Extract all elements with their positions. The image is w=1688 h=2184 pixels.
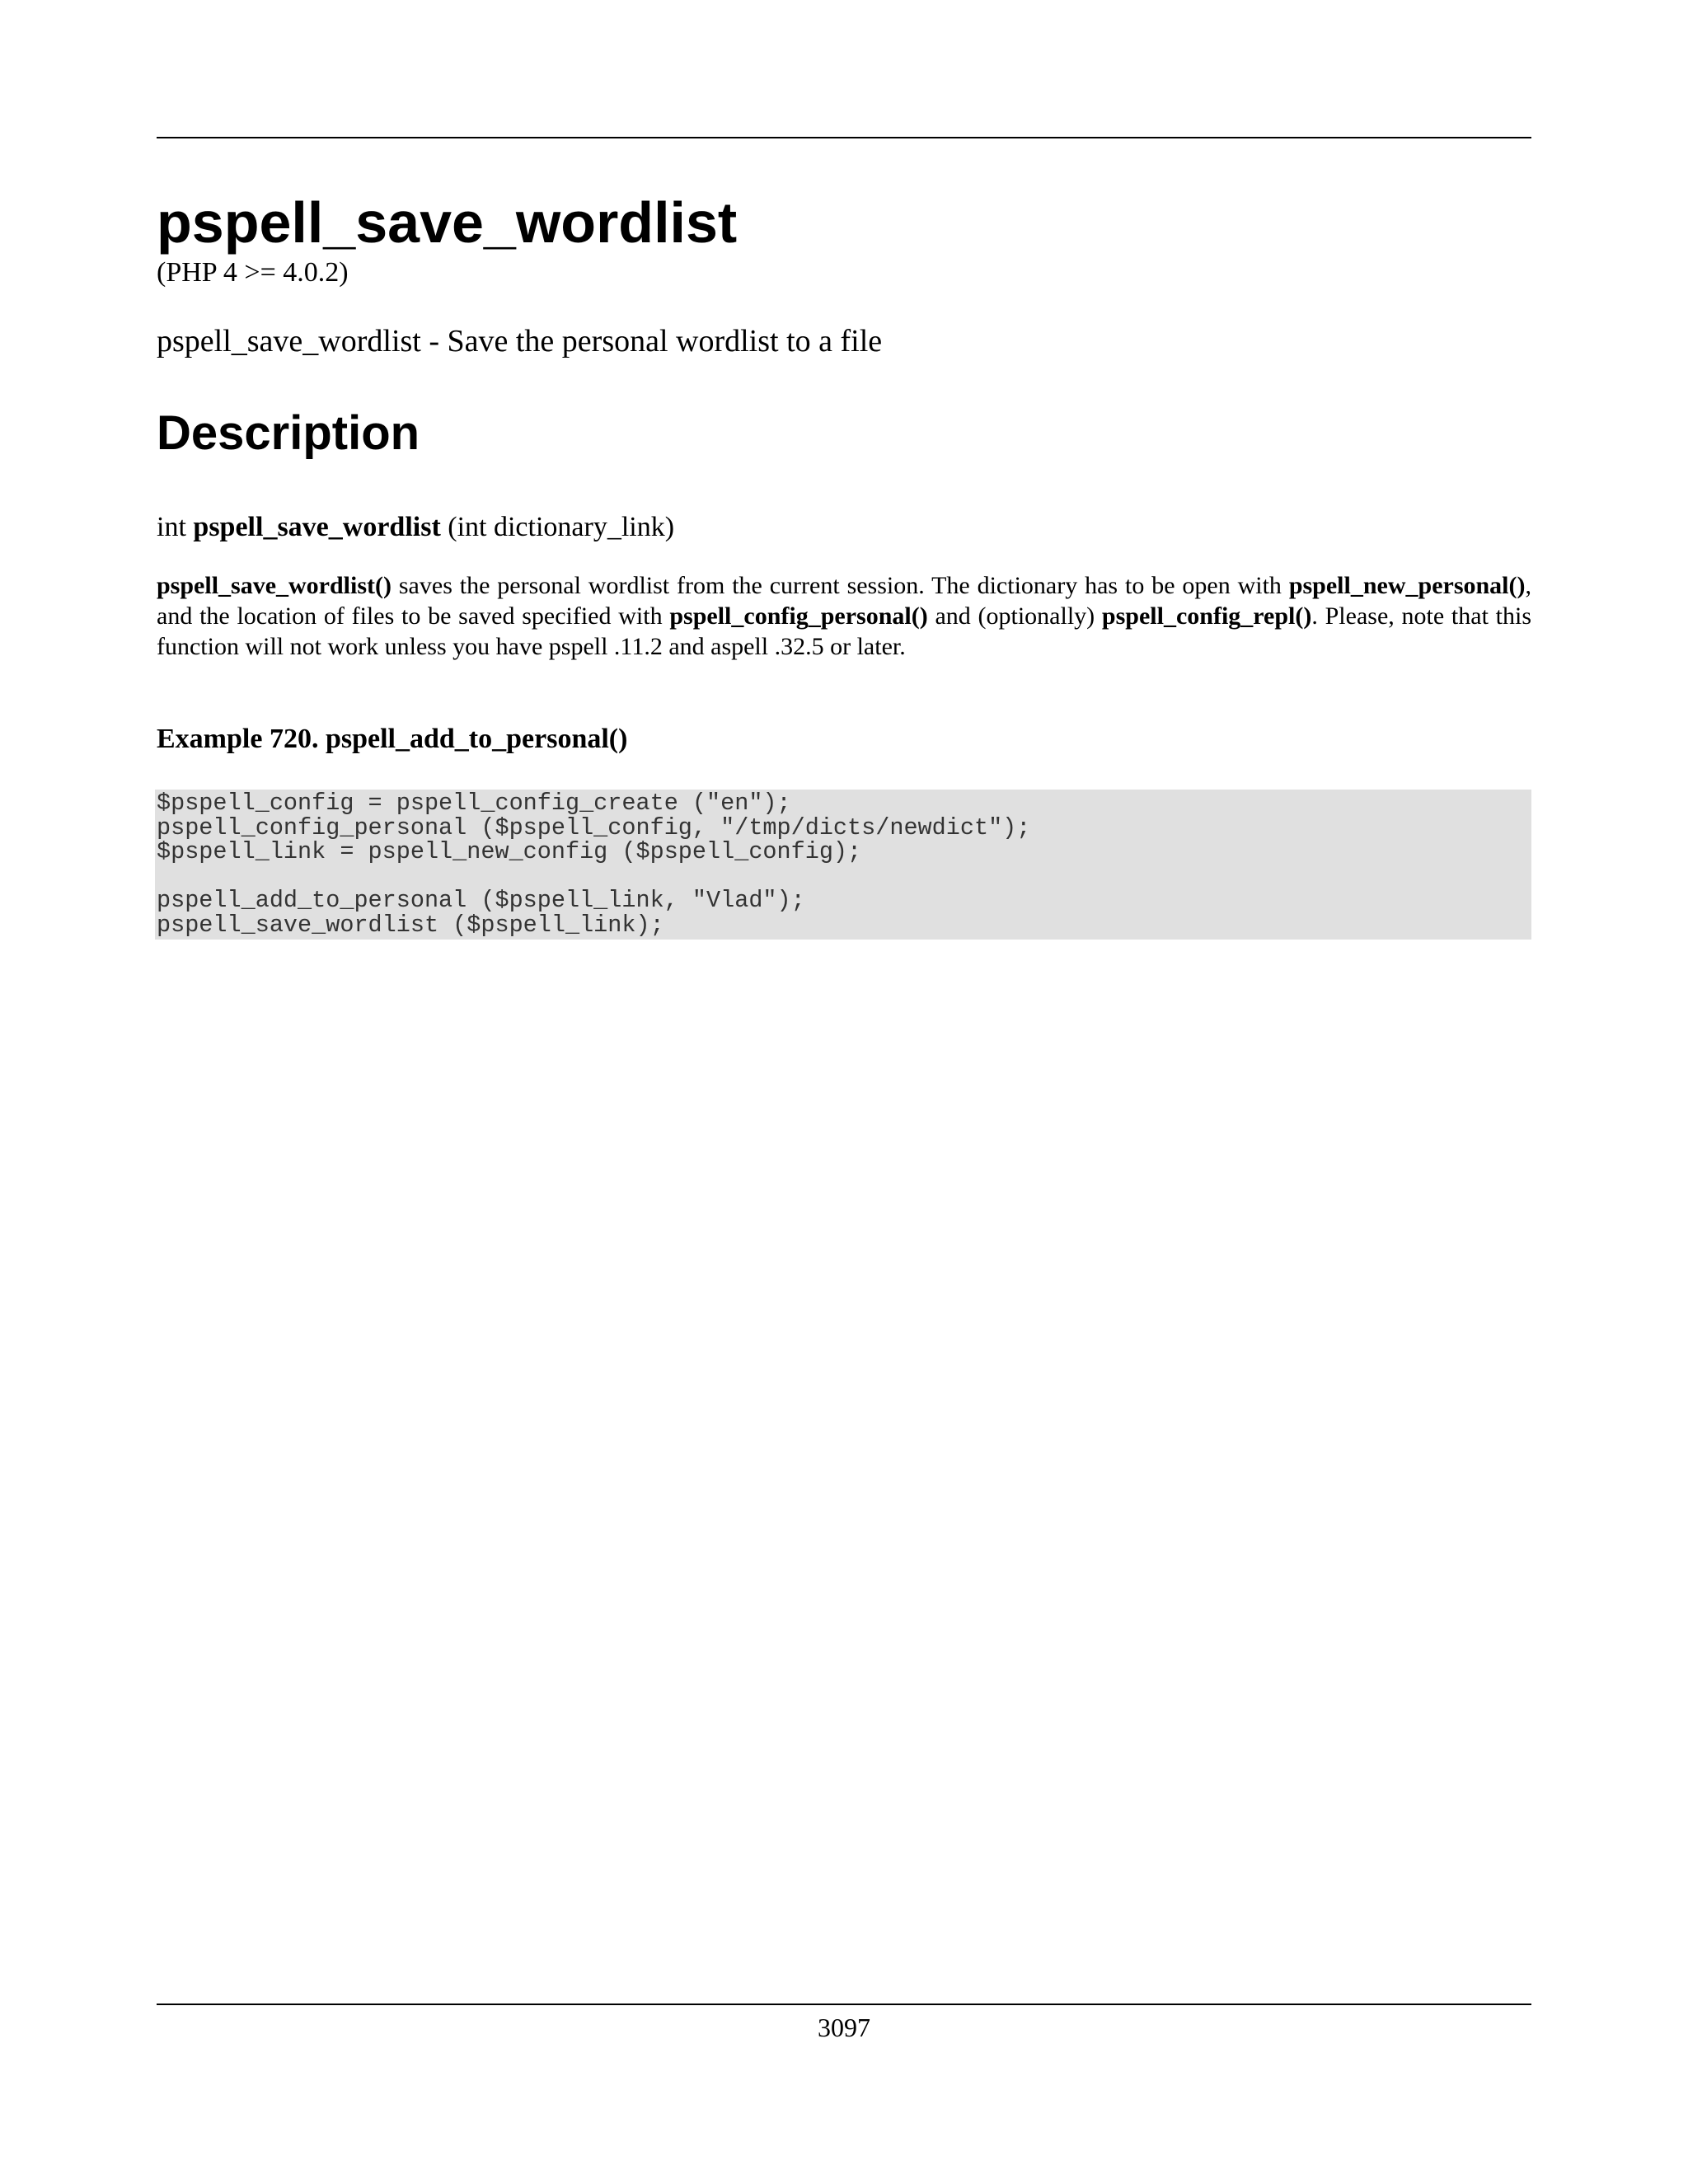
description-heading: Description [157, 406, 420, 460]
code-line: pspell_add_to_personal ($pspell_link, "Vlad"); [157, 887, 805, 914]
function-ref-config-repl: pspell_config_repl() [1101, 602, 1312, 630]
synopsis-function-name: pspell_save_wordlist [193, 512, 441, 542]
function-ref-new-personal: pspell_new_personal() [1288, 572, 1526, 599]
description-paragraph [157, 570, 1531, 662]
page-title: pspell_save_wordlist [157, 190, 738, 255]
version-info: (PHP 4 >= 4.0.2) [157, 257, 349, 288]
code-line: $pspell_config = pspell_config_create ("en"); [157, 790, 791, 817]
function-synopsis [157, 509, 674, 546]
function-purpose: pspell_save_wordlist - Save the personal wordlist to a file [157, 324, 883, 359]
page-number: 3097 [818, 2013, 870, 2042]
code-line [155, 865, 1531, 889]
paragraph-text: and (optionally) [927, 602, 1102, 630]
code-line: pspell_config_personal ($pspell_config, "/tmp/dicts/newdict"); [157, 813, 1031, 841]
function-ref-config-personal: pspell_config_personal() [669, 602, 928, 630]
function-ref-save-wordlist: pspell_save_wordlist() [157, 572, 392, 599]
header-rule [157, 137, 1531, 138]
paragraph-text: . Please, note that this function will not work unless you have pspell .11.2 and aspell .32.5 or later. [157, 602, 1532, 660]
code-line: $pspell_link = pspell_new_config ($pspell_config); [157, 838, 862, 865]
paragraph-text: , and the location of files to be saved specified with [157, 572, 1531, 630]
document-page [157, 0, 1531, 2184]
footer-rule [157, 2004, 1531, 2005]
example-title: Example 720. pspell_add_to_personal() [157, 724, 628, 754]
synopsis-params: (int dictionary_link) [448, 512, 675, 542]
code-line: pspell_save_wordlist ($pspell_link); [157, 911, 664, 939]
paragraph-text: saves the personal wordlist from the current session. The dictionary has to be open with [392, 572, 1289, 599]
code-example [155, 790, 1531, 940]
synopsis-return-type: int [157, 512, 186, 542]
